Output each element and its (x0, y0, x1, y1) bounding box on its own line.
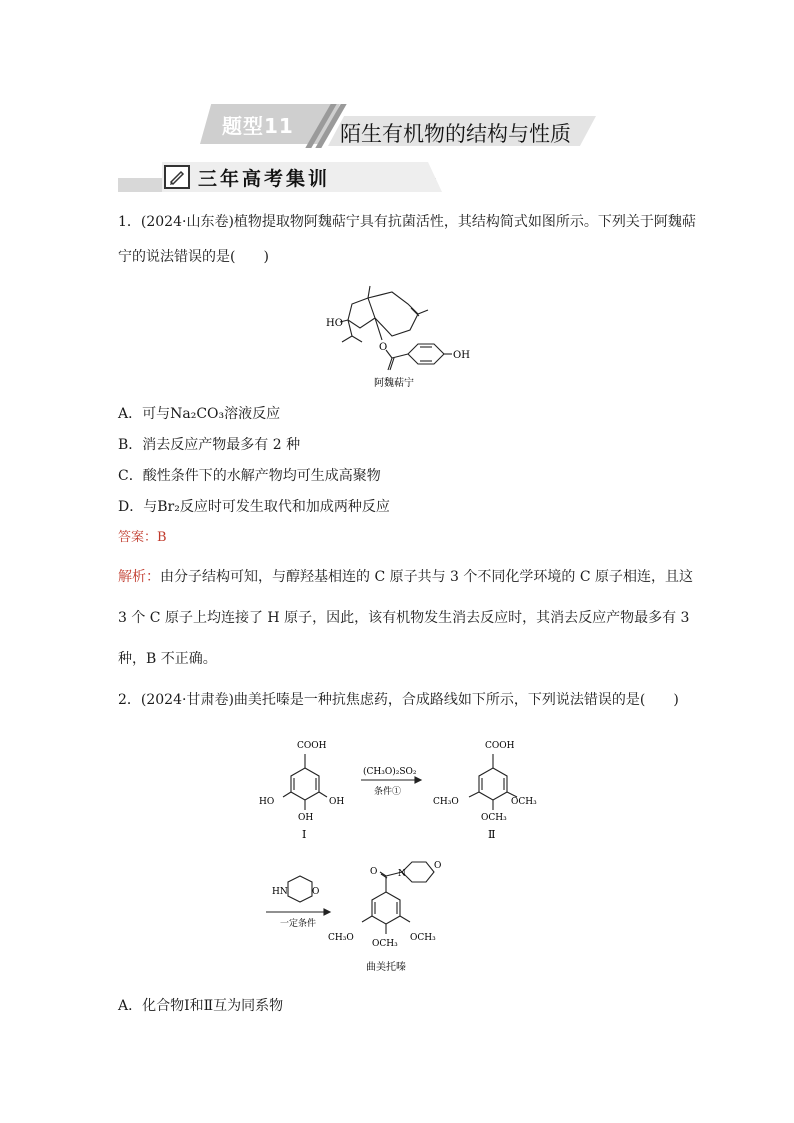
section-title: 三年高考集训 (198, 168, 331, 190)
reagent2-hn: HN (272, 887, 288, 897)
q1-stem-line1: 1．(2024·山东卷)植物提取物阿魏萜宁具有抗菌活性，其结构简式如图所示。下列关于阿魏萜 (118, 214, 696, 230)
condition1: 条件① (374, 787, 402, 797)
q2-stem: 2．(2024·甘肃卷)曲美托嗪是一种抗焦虑药，合成路线如下所示，下列说法错误的是( ) (118, 692, 679, 708)
q1-figure-caption: 阿魏萜宁 (374, 378, 414, 389)
reagent1: (CH₃O)₂SO₂ (363, 767, 417, 777)
topic-banner (200, 104, 600, 148)
c2-label: Ⅱ (488, 828, 496, 841)
c1-label: Ⅰ (302, 828, 307, 841)
mol-label-ho: HO (326, 318, 343, 329)
analysis-text-1: 由分子结构可知，与醇羟基相连的 C 原子共与 3 个不同化学环境的 C 原子相连，且这 (160, 569, 694, 585)
q1-molecule-figure (320, 278, 490, 393)
c2-bottom: OCH₃ (481, 813, 507, 823)
pencil-icon (164, 165, 190, 189)
q1-option-c: C．酸性条件下的水解产物均可生成高聚物 (118, 468, 381, 484)
product-ring-o: O (434, 861, 442, 871)
c1-bottom: OH (298, 813, 314, 823)
c2-top: COOH (485, 741, 515, 751)
c1-top: COOH (297, 741, 327, 751)
product-left: CH₃O (328, 933, 354, 943)
mol-label-oh: OH (453, 350, 470, 361)
c2-right: OCH₃ (511, 797, 537, 807)
product-bottom: OCH₃ (372, 939, 398, 949)
q1-analysis-line3: 种，B 不正确。 (118, 651, 217, 667)
mol-label-o: O (379, 342, 388, 353)
q1-answer (118, 528, 167, 548)
product-n: N (398, 869, 406, 879)
q1-option-a: A．可与Na₂CO₃溶液反应 (118, 406, 281, 422)
q2-scheme-step1 (255, 732, 555, 844)
c2-left: CH₃O (433, 797, 459, 807)
q1-analysis-line2: 3 个 C 原子上均连接了 H 原子，因此，该有机物发生消去反应时，其消去反应产物最多有 3 (118, 610, 690, 626)
answer-label: 答案： (118, 530, 158, 545)
c1-left: HO (259, 797, 275, 807)
q1-option-b: B．消去反应产物最多有 2 种 (118, 437, 301, 453)
product-o: O (370, 867, 378, 877)
reagent2-o: O (312, 887, 320, 897)
q2-option-a: A．化合物Ⅰ和Ⅱ互为同系物 (118, 998, 284, 1014)
condition2: 一定条件 (280, 919, 317, 929)
answer-value: B (157, 530, 167, 545)
banner-label: 题型11 (222, 114, 294, 138)
q1-option-d: D．与Br₂反应时可发生取代和加成两种反应 (118, 499, 390, 515)
product-label: 曲美托嗪 (366, 962, 406, 973)
q1-analysis-line1 (118, 567, 693, 587)
q2-scheme-step2 (262, 848, 462, 976)
banner-title: 陌生有机物的结构与性质 (340, 122, 571, 146)
q1-stem-line2: 宁的说法错误的是( ) (118, 249, 269, 265)
c1-right: OH (329, 797, 345, 807)
section-header (118, 160, 436, 196)
product-right: OCH₃ (410, 933, 436, 943)
analysis-label: 解析： (118, 569, 160, 585)
